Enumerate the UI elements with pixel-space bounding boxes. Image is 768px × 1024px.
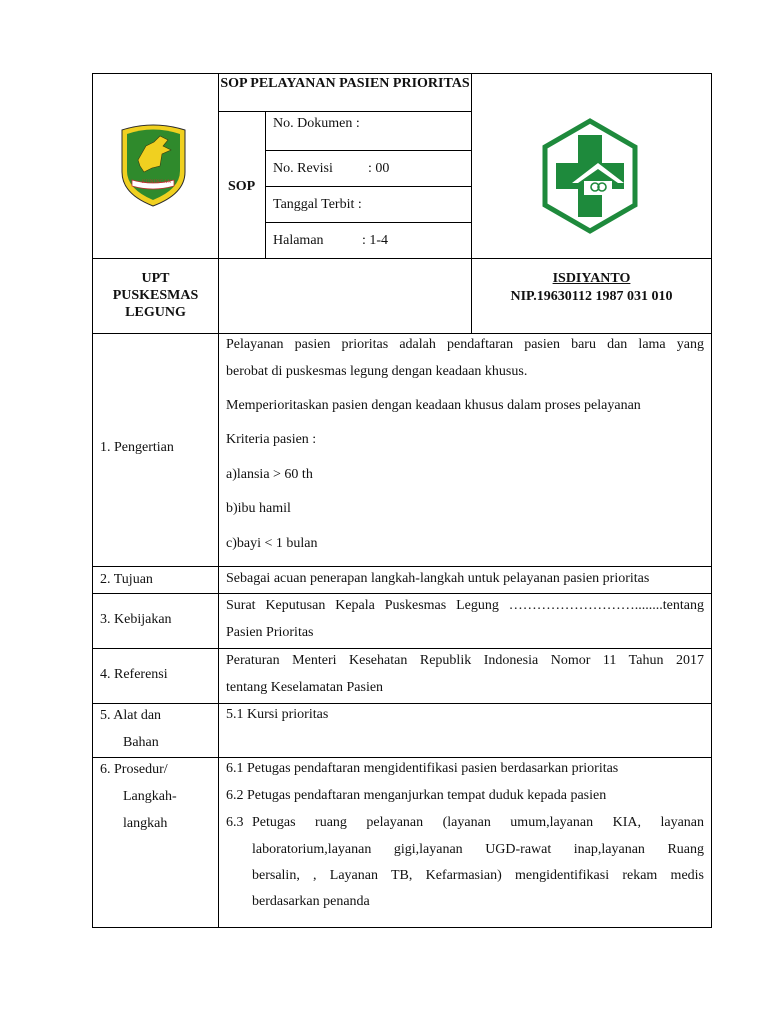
prosedur-item-3-line-1: Petugas ruang pelayanan (layanan umum,layanan KIA, layanan: [252, 815, 704, 830]
no-dokumen-label: No. Dokumen :: [273, 116, 360, 131]
line-tanggal-bottom: [265, 222, 471, 223]
tujuan-text: Sebagai acuan penerapan langkah-langkah untuk pelayanan pasien prioritas: [226, 571, 650, 586]
sop-label: SOP: [228, 179, 256, 194]
prosedur-item-3-line-4: berdasarkan penanda: [252, 894, 370, 909]
page-title: SOP PELAYANAN PASIEN PRIORITAS: [220, 76, 470, 91]
no-revisi-value: : 00: [368, 161, 390, 176]
line-dokumen-bottom: [265, 150, 471, 151]
label-prosedur: 6. Prosedur/: [100, 762, 168, 777]
tanggal-terbit-label: Tanggal Terbit :: [273, 197, 362, 212]
kebijakan-line-2: Pasien Prioritas: [226, 625, 314, 640]
signer-name: ISDIYANTO: [552, 271, 631, 286]
puskesmas-hexagon-logo: [540, 117, 640, 235]
label-tujuan: 2. Tujuan: [100, 572, 153, 587]
pengertian-line-5: a)lansia > 60 th: [226, 467, 313, 482]
border-top: [92, 73, 712, 74]
line-sop-column: [265, 111, 266, 258]
line-referensi-bottom: [92, 703, 712, 704]
line-title-bottom: [218, 111, 471, 112]
line-revisi-bottom: [265, 186, 471, 187]
prosedur-item-1: 6.1 Petugas pendaftaran mengidentifikasi pasien berdasarkan prioritas: [226, 761, 619, 776]
pengertian-line-4: Kriteria pasien :: [226, 432, 317, 447]
label-bahan: Bahan: [123, 735, 159, 750]
health-cross-icon: [540, 117, 640, 235]
prosedur-item-3-line-3: bersalin, , Layanan TB, Kefarmasian) mengidentifikasi rekam medis: [252, 868, 704, 883]
line-tujuan-bottom: [92, 593, 712, 594]
halaman-value: : 1-4: [362, 233, 389, 248]
referensi-line-1: Peraturan Menteri Kesehatan Republik Indonesia Nomor 11 Tahun 2017: [226, 653, 704, 668]
label-referensi: 4. Referensi: [100, 667, 168, 682]
pengertian-line-7: c)bayi < 1 bulan: [226, 536, 318, 551]
line-pengertian-bottom: [92, 566, 712, 567]
puskesmas-shield-logo: [116, 120, 191, 208]
label-kebijakan: 3. Kebijakan: [100, 612, 172, 627]
pengertian-line-1: Pelayanan pasien prioritas adalah pendaftaran pasien baru dan lama yang: [226, 337, 704, 352]
logo-left-caption: KUNINGAN: [142, 180, 172, 185]
line-alat-bottom: [92, 757, 712, 758]
border-left: [92, 73, 93, 928]
prosedur-item-3-line-2: laboratorium,layanan gigi,layanan UGD-rawat inap,layanan Ruang: [252, 842, 704, 857]
label-pengertian: 1. Pengertian: [100, 440, 174, 455]
kebijakan-line-1: Surat Keputusan Kepala Puskesmas Legung ………………………........tentang: [226, 598, 704, 613]
referensi-line-2: tentang Keselamatan Pasien: [226, 680, 384, 695]
signer-nip: NIP.19630112 1987 031 010: [510, 289, 673, 304]
label-langkah-2: langkah: [123, 816, 168, 831]
no-revisi-label: No. Revisi: [273, 161, 333, 176]
border-right: [711, 73, 712, 928]
prosedur-item-2: 6.2 Petugas pendaftaran menganjurkan tempat duduk kepada pasien: [226, 788, 607, 803]
line-signature-bottom: [92, 333, 712, 334]
halaman-label: Halaman: [273, 233, 324, 248]
pengertian-line-2: berobat di puskesmas legung dengan keadaan khusus.: [226, 364, 528, 379]
line-header-bottom: [92, 258, 712, 259]
line-label-column: [218, 73, 219, 928]
label-langkah: Langkah-: [123, 789, 177, 804]
alat-item-1: 5.1 Kursi prioritas: [226, 707, 329, 722]
prosedur-item-3-number: 6.3: [226, 815, 244, 830]
org-name: UPT PUSKESMAS LEGUNG: [112, 271, 199, 320]
border-bottom: [92, 927, 712, 928]
line-kebijakan-bottom: [92, 648, 712, 649]
pengertian-line-6: b)ibu hamil: [226, 501, 291, 516]
shield-icon: [116, 120, 191, 208]
label-alat: 5. Alat dan: [100, 708, 162, 723]
pengertian-line-3: Memperioritaskan pasien dengan keadaan khusus dalam proses pelayanan: [226, 398, 641, 413]
